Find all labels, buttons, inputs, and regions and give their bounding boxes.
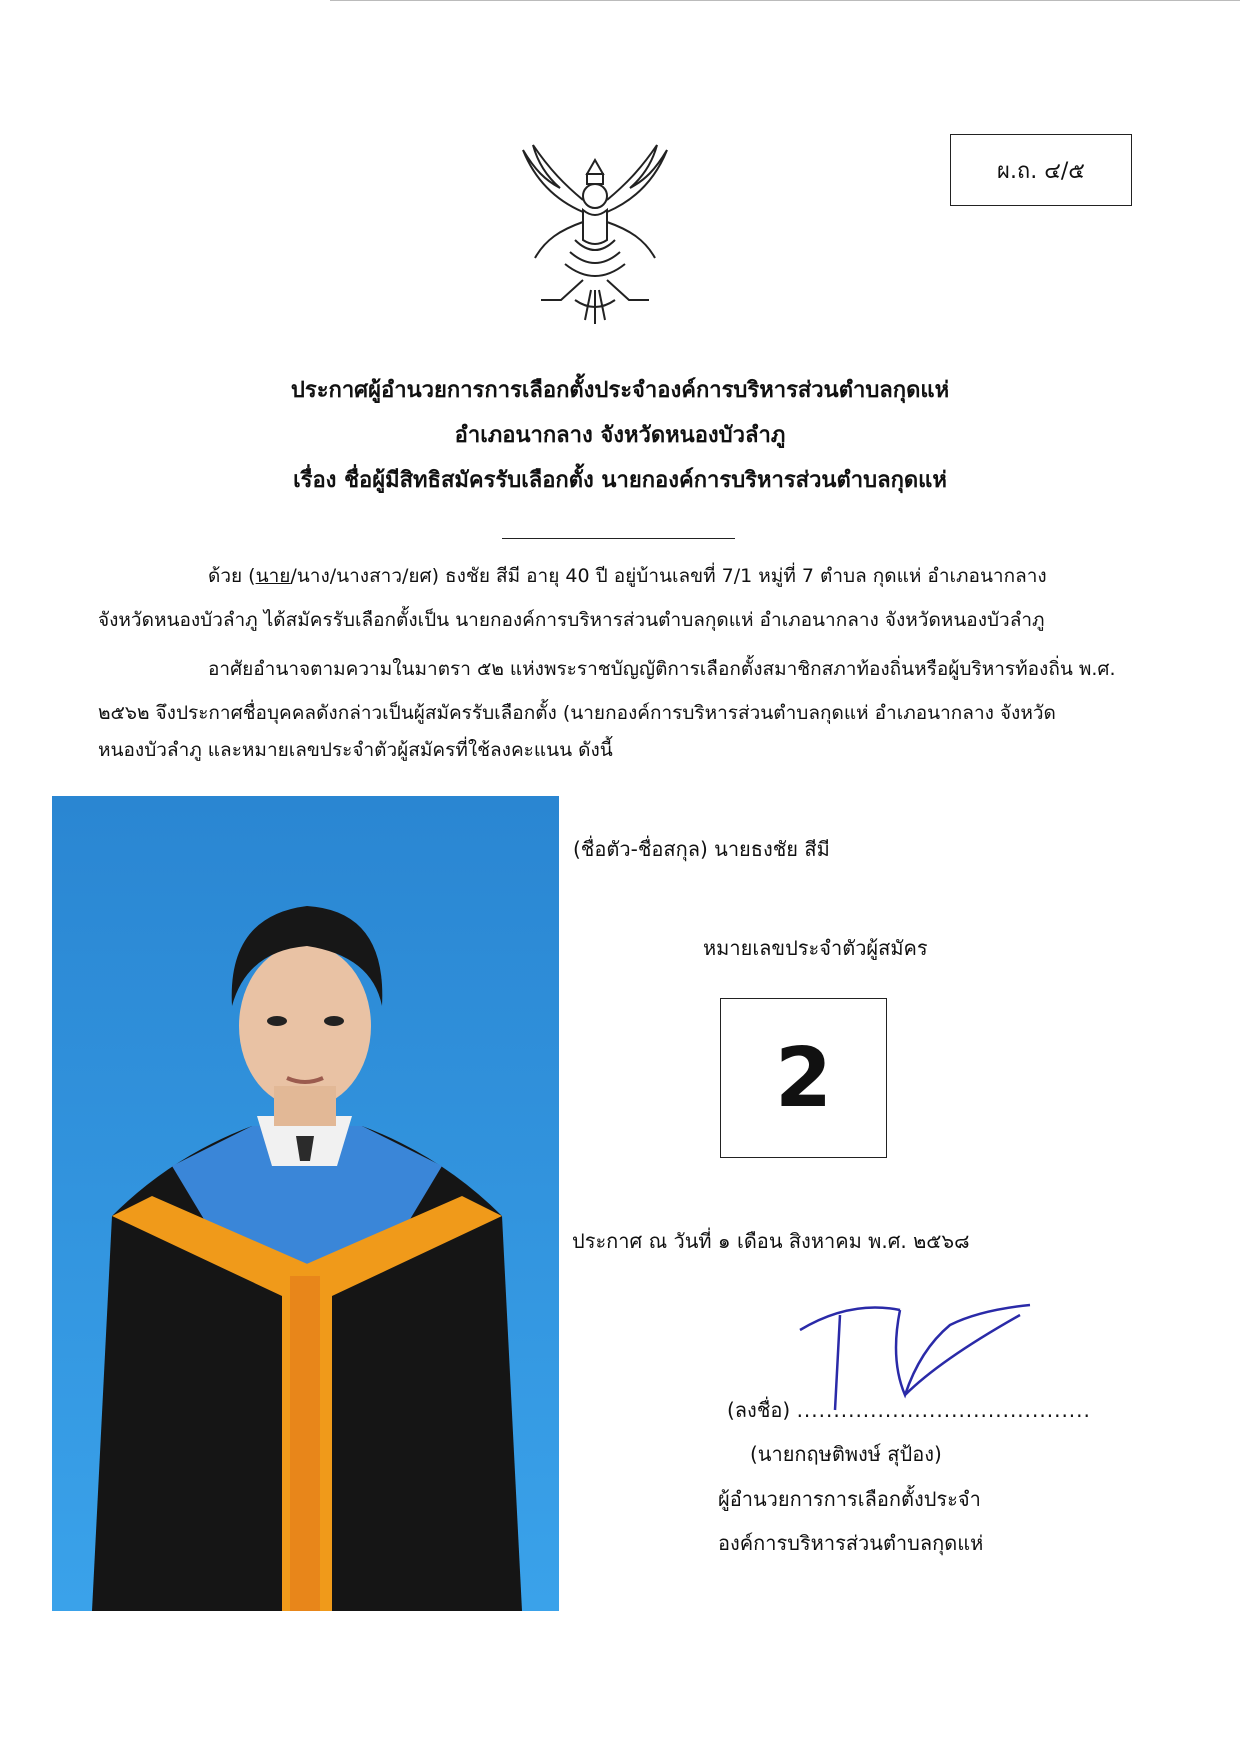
signer-position-line-1: ผู้อำนวยการการเลือกตั้งประจำ (718, 1487, 981, 1511)
p1-prefix: ด้วย ( (208, 565, 256, 587)
sign-line (727, 1394, 1091, 1426)
announcement-date: ประกาศ ณ วันที่ ๑ เดือน สิงหาคม พ.ศ. ๒๕๖๘ (572, 1229, 970, 1253)
heading-line-1: ประกาศผู้อำนวยการการเลือกตั้งประจำองค์การบริหารส่วนตำบลกุดแห่ (290, 378, 950, 403)
p1-title-selected: นาย (255, 565, 291, 587)
paragraph-2-line-3: หนองบัวลำภู และหมายเลขประจำตัวผู้สมัครที่ใช้ลงคะแนน ดังนี้ (98, 739, 613, 761)
paragraph-1-line-1 (208, 561, 1047, 591)
scan-edge-line (330, 0, 1240, 1)
candidate-name: (ชื่อตัว-ชื่อสกุล) นายธงชัย สีมี (573, 837, 830, 861)
paragraph-2-line-2: ๒๕๖๒ จึงประกาศชื่อบุคคลดังกล่าวเป็นผู้สมัครรับเลือกตั้ง (นายกองค์การบริหารส่วนตำบลกุดแห่ อำเภอนากลาง จังหวัด (98, 702, 1056, 724)
candidate-number-label: หมายเลขประจำตัวผู้สมัคร (703, 936, 928, 960)
candidate-number-box (720, 998, 887, 1158)
heading-divider (502, 538, 735, 539)
signer-position-line-2: องค์การบริหารส่วนตำบลกุดแห่ (718, 1531, 984, 1555)
heading-line-3: เรื่อง ชื่อผู้มีสิทธิสมัครรับเลือกตั้ง นายกองค์การบริหารส่วนตำบลกุดแห่ (293, 468, 947, 493)
form-code-box (950, 134, 1132, 206)
paragraph-1-line-2: จังหวัดหนองบัวลำภู ได้สมัครรับเลือกตั้งเป็น นายกองค์การบริหารส่วนตำบลกุดแห่ อำเภอนากลาง จังหวัดหนองบัวลำภู (98, 609, 1045, 631)
sign-label: (ลงชื่อ) (727, 1398, 791, 1422)
signer-name: (นายกฤษติพงษ์ สุป้อง) (750, 1442, 942, 1466)
garuda-emblem-icon (505, 140, 685, 330)
form-code: ผ.ถ. ๔/๕ (997, 158, 1085, 184)
candidate-number: 2 (774, 1030, 833, 1126)
paragraph-2-line-1: อาศัยอำนาจตามความในมาตรา ๕๒ แห่งพระราชบัญญัติการเลือกตั้งสมาชิกสภาท้องถิ่นหรือผู้บริหารท้องถิ่น พ.ศ. (208, 658, 1116, 680)
candidate-photo (52, 796, 559, 1611)
heading-line-2: อำเภอนากลาง จังหวัดหนองบัวลำภู (454, 423, 786, 448)
sign-dots: ........................................ (796, 1398, 1091, 1422)
p1-rest: /นาง/นางสาว/ยศ) ธงชัย สีมี อายุ 40 ปี อยู่บ้านเลขที่ 7/1 หมู่ที่ 7 ตำบล กุดแห่ อำเภอนากลาง (290, 565, 1047, 587)
